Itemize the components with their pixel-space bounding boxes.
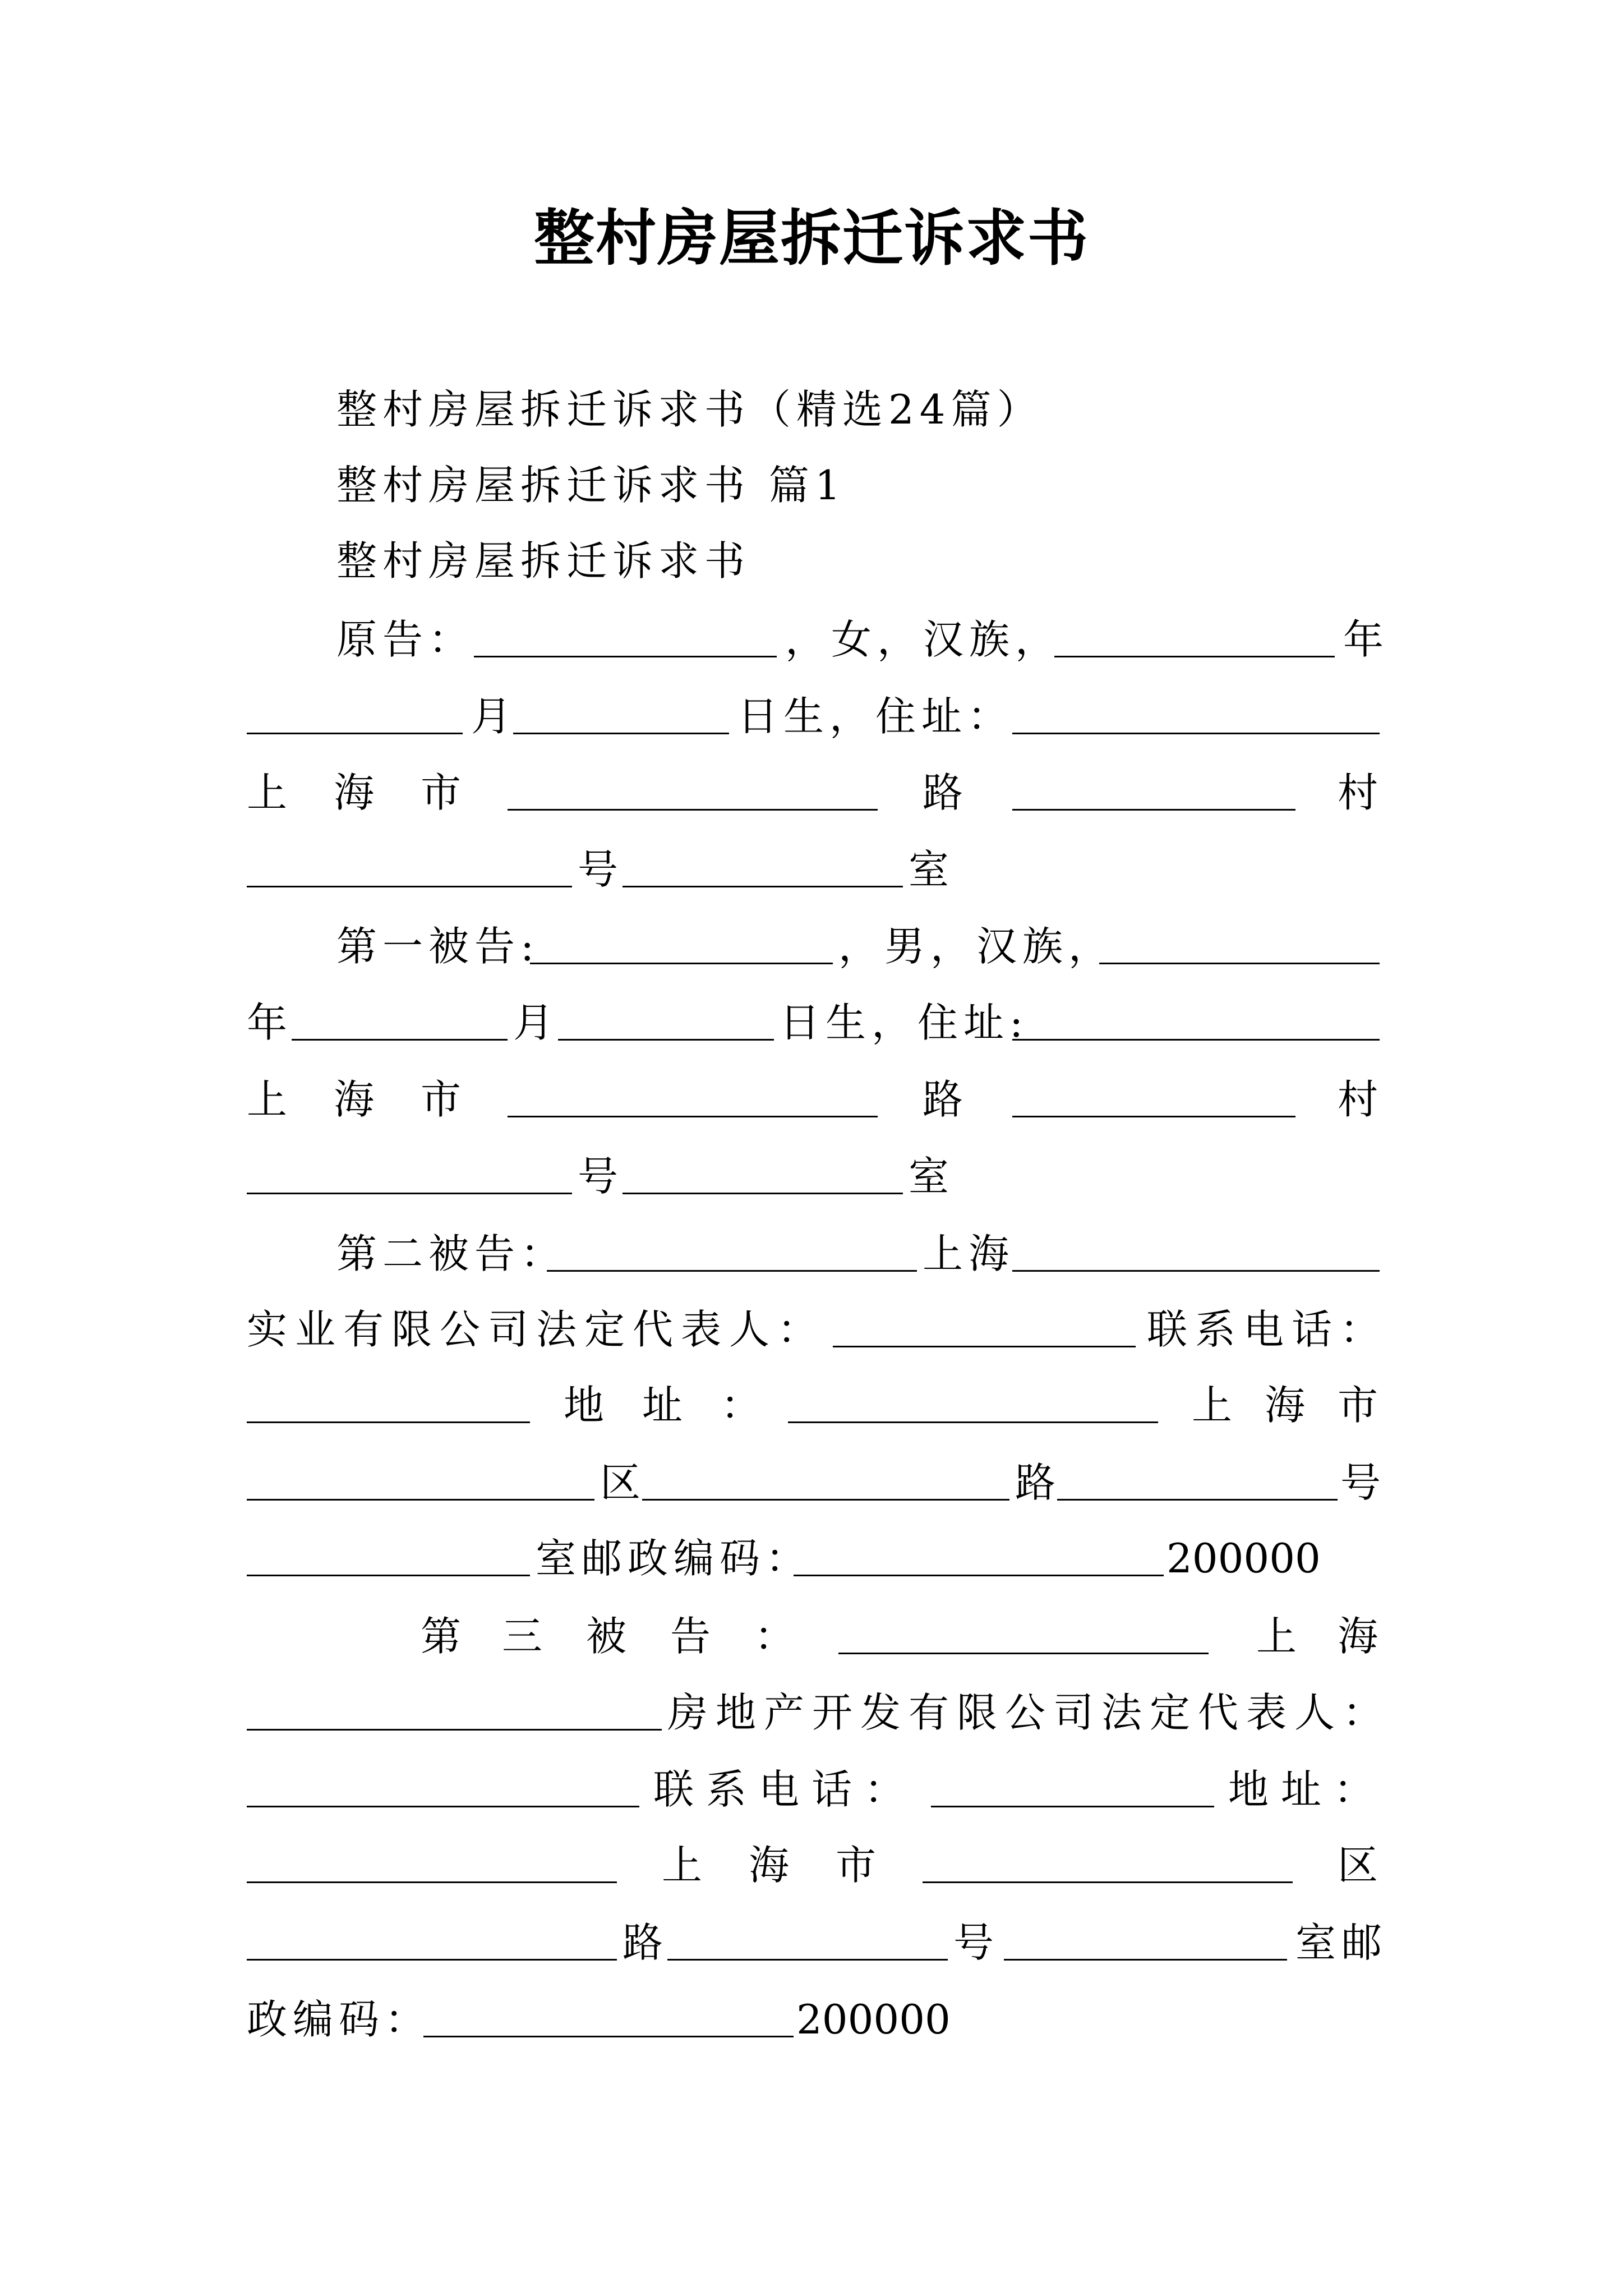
year-label: 年: [1343, 616, 1390, 663]
label-char-2: 三: [502, 1613, 548, 1660]
room-blank: [623, 886, 903, 887]
district-label: 区: [600, 1459, 647, 1506]
subtitle: 整村房屋拆迁诉求书（精选24篇）: [336, 386, 1043, 433]
company-name-blank: [547, 1270, 917, 1272]
number-blank: [1057, 1499, 1338, 1501]
city-char-1: 上: [247, 1076, 293, 1123]
doc-heading: 整村房屋拆迁诉求书: [336, 537, 751, 585]
district-blank: [247, 1499, 594, 1501]
village-label: 村: [1338, 769, 1384, 816]
document-title: 整村房屋拆迁诉求书: [533, 203, 1089, 274]
room-blank: [623, 1193, 903, 1194]
post-label: 政编码：: [247, 1996, 431, 2043]
plaintiff-gender: ，女，汉族，: [785, 616, 1062, 663]
city-char-2: 海: [334, 769, 380, 816]
month-label: 月: [513, 999, 560, 1046]
road-blank: [642, 1499, 1009, 1501]
birth-address-label: 日生，住址:: [780, 999, 1029, 1046]
room-post-label: 室邮政编码：: [536, 1535, 812, 1582]
number-blank: [667, 1959, 948, 1961]
month-blank: [247, 733, 463, 734]
company-rep-label: 房地产开发有限公司法定代表人：: [667, 1689, 1391, 1736]
city-char-3: 市: [421, 1076, 467, 1123]
year-label: 年: [247, 999, 293, 1046]
section-heading: 整村房屋拆迁诉求书 篇1: [336, 462, 846, 509]
addr-char-2: 址: [642, 1382, 689, 1429]
city-char-1: 上: [1192, 1382, 1238, 1429]
postcode-blank: [423, 2036, 794, 2037]
plaintiff-label: 原告：: [336, 616, 475, 663]
address-blank: [1012, 1039, 1380, 1041]
rep-blank: [247, 1806, 639, 1807]
year-blank: [1099, 963, 1380, 964]
postcode: 200000: [796, 1996, 951, 2043]
city-char-3: 市: [421, 769, 467, 816]
number-label: 号: [578, 1153, 624, 1200]
phone-label: 联系电话：: [653, 1766, 917, 1813]
company-name-blank-2: [247, 1729, 662, 1731]
phone-blank: [931, 1806, 1214, 1807]
city-char-2: 海: [334, 1076, 380, 1123]
phone-blank: [247, 1421, 530, 1423]
addr-char-3: ：: [721, 1382, 767, 1429]
year-blank: [1054, 656, 1335, 657]
day-blank: [558, 1039, 774, 1041]
address-blank: [788, 1421, 1158, 1423]
number-label: 号: [1340, 1459, 1387, 1506]
district-blank: [923, 1881, 1293, 1883]
room-label: 室: [909, 846, 955, 893]
company-name-blank: [838, 1653, 1209, 1654]
month-blank: [292, 1039, 508, 1041]
month-label: 月: [471, 693, 518, 740]
birth-address-label: 日生，住址：: [737, 693, 1014, 740]
city-char-2: 海: [749, 1842, 795, 1889]
rep-blank: [833, 1346, 1136, 1347]
village-label: 村: [1338, 1076, 1384, 1123]
city-char-2: 海: [1265, 1382, 1311, 1429]
road-label: 路: [923, 769, 969, 816]
village-blank: [1012, 809, 1295, 811]
number-blank: [247, 1193, 572, 1194]
company-name-blank-2: [1012, 1270, 1380, 1272]
village-blank: [1012, 1116, 1295, 1117]
addr-label: 地址：: [1228, 1766, 1387, 1813]
label-char-1: 第: [421, 1613, 467, 1660]
label-char-3: 被: [586, 1613, 633, 1660]
city-char-1: 上: [662, 1842, 708, 1889]
defendant1-gender: ，男，汉族，: [838, 923, 1115, 970]
room-label: 室: [909, 1153, 955, 1200]
defendant2-label: 第二被告：: [336, 1230, 567, 1277]
room-blank: [247, 1575, 530, 1576]
day-blank: [513, 733, 729, 734]
road-blank: [508, 1116, 878, 1117]
phone-label: 联系电话：: [1147, 1306, 1389, 1353]
room-blank: [1004, 1959, 1287, 1961]
postcode-blank: [794, 1575, 1164, 1576]
district-label: 区: [1338, 1842, 1384, 1889]
name-blank: [530, 963, 833, 964]
name-blank: [474, 656, 777, 657]
company-rep-label: 实业有限公司法定代表人：: [247, 1306, 826, 1353]
number-label: 号: [953, 1919, 1000, 1966]
address-blank: [247, 1881, 617, 1883]
city-char-3: 市: [836, 1842, 882, 1889]
postcode: 200000: [1166, 1535, 1321, 1582]
address-blank: [1012, 733, 1380, 734]
road-label: 路: [923, 1076, 969, 1123]
label-char-4: 告: [670, 1613, 717, 1660]
addr-char-1: 地: [564, 1382, 610, 1429]
label-char-5: ：: [754, 1613, 801, 1660]
road-label: 路: [623, 1919, 669, 1966]
room-post-label: 室邮: [1295, 1919, 1388, 1966]
road-label: 路: [1015, 1459, 1062, 1506]
city-char-3: 市: [1338, 1382, 1384, 1429]
defendant1-label: 第一被告:: [336, 923, 540, 970]
road-blank: [508, 809, 878, 811]
shanghai-label: 上海: [923, 1230, 1015, 1277]
number-label: 号: [578, 846, 624, 893]
city-char-1: 上: [247, 769, 293, 816]
shanghai-char-2: 海: [1338, 1613, 1384, 1660]
road-blank: [247, 1959, 617, 1961]
shanghai-char-1: 上: [1256, 1613, 1303, 1660]
number-blank: [247, 886, 572, 887]
